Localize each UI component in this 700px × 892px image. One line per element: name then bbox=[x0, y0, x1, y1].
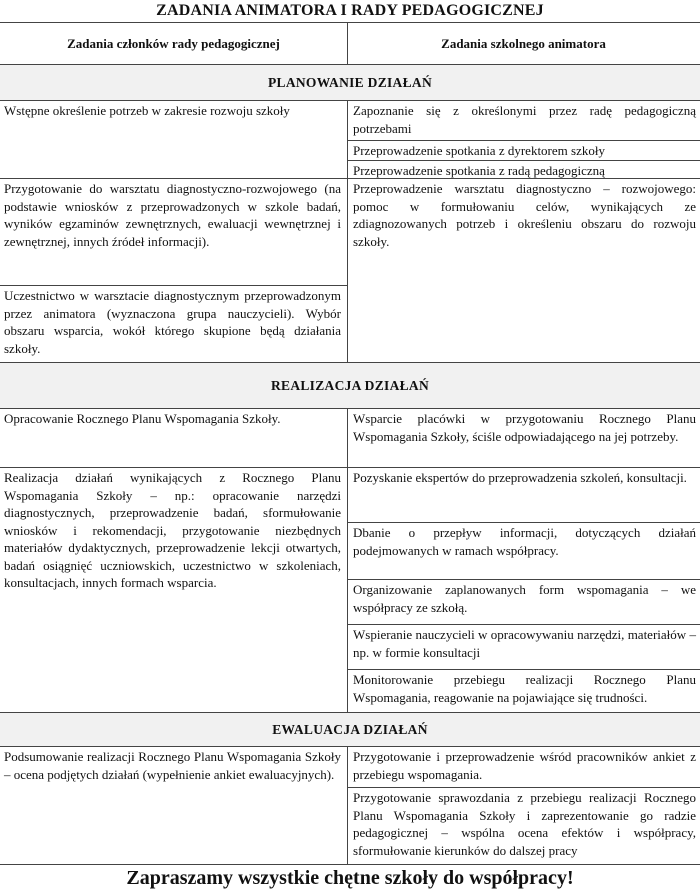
planning-animator-task-1: Zapoznanie się z określonymi przez radę pedagogiczną potrzebami bbox=[353, 103, 696, 136]
realization-animator-task-4: Organizowanie zaplanowanych form wspomagania – we współpracy ze szkołą. bbox=[353, 582, 696, 615]
planning-council-task-1: Wstępne określenie potrzeb w zakresie rozwoju szkoły bbox=[4, 103, 290, 118]
section-header-evaluation: EWALUACJA DZIAŁAŃ bbox=[0, 713, 700, 746]
column-divider bbox=[347, 22, 348, 64]
invitation-footer: Zapraszamy wszystkie chętne szkoły do współpracy! bbox=[126, 867, 574, 889]
column-header-animator: Zadania szkolnego animatora bbox=[441, 35, 606, 51]
evaluation-animator-task-1: Przygotowanie i przeprowadzenie wśród pracowników ankiet z przebiegu wspomagania. bbox=[353, 749, 696, 782]
realization-animator-task-3: Dbanie o przepływ informacji, dotyczących działań podejmowanych w ramach współpracy. bbox=[353, 525, 696, 558]
realization-council-task-1: Opracowanie Rocznego Planu Wspomagania Szkoły. bbox=[4, 411, 281, 426]
evaluation-council-task-1: Podsumowanie realizacji Rocznego Planu Wspomagania Szkoły – ocena podjętych działań (wypełnienie ankiet ewaluacyjnych). bbox=[4, 749, 341, 782]
realization-council-task-2: Realizacja działań wynikających z Rocznego Planu Wspomagania Szkoły – np.: opracowanie narzędzi diagnostycznych, przeprowadzenie badań, sformułowanie wniosków i rekomendacji, przygotowanie niezbędnych materiałów dydaktycznych, przeprowadzenie lekcji otwartych, badań osiągnięć uczniowskich, uczestnictwo w szkoleniach, konsultacjach, innych formach wsparcia. bbox=[4, 470, 341, 590]
planning-council-task-3: Uczestnictwo w warsztacie diagnostycznym przeprowadzonym przez animatora (wyznaczona grupa nauczycieli). Wybór obszaru wsparcia, wokół którego skupione będą działania szkoły. bbox=[4, 288, 341, 356]
realization-animator-task-6: Monitorowanie przebiegu realizacji Rocznego Planu Wspomagania, reagowanie na pojawiające się trudności. bbox=[353, 672, 696, 705]
section-header-planning: PLANOWANIE DZIAŁAŃ bbox=[0, 65, 700, 100]
planning-animator-task-2: Przeprowadzenie spotkania z dyrektorem szkoły bbox=[353, 143, 605, 158]
planning-animator-task-3: Przeprowadzenie spotkania z radą pedagogiczną bbox=[353, 163, 605, 178]
planning-animator-task-4: Przeprowadzenie warsztatu diagnostyczno – rozwojowego: pomoc w formułowaniu celów, wynikających ze zdiagnozowanych potrzeb i określeniu obszaru do rozwoju szkoły. bbox=[353, 181, 696, 249]
realization-animator-task-1: Wsparcie placówki w przygotowaniu Rocznego Planu Wspomagania Szkoły, ściśle odpowiadającego na jej potrzeby. bbox=[353, 411, 696, 444]
evaluation-animator-task-2: Przygotowanie sprawozdania z przebiegu realizacji Rocznego Planu Wspomagania Szkoły i zaprezentowanie go radzie pedagogicznej – wspólna ocena efektów i współpracy, sformułowanie kierunków do dalszej pracy bbox=[353, 790, 696, 858]
document-title: ZADANIA ANIMATORA I RADY PEDAGOGICZNEJ bbox=[156, 2, 544, 19]
section-header-realization: REALIZACJA DZIAŁAŃ bbox=[0, 363, 700, 408]
planning-council-task-2: Przygotowanie do warsztatu diagnostyczno-rozwojowego (na podstawie wniosków z przeprowadzonych w szkole badań, wyników egzaminów zewnętrznych, ewaluacji wewnętrznej i zewnętrznej, innych źródeł informacji). bbox=[4, 181, 341, 249]
column-header-council: Zadania członków rady pedagogicznej bbox=[67, 35, 280, 51]
realization-animator-task-5: Wspieranie nauczycieli w opracowywaniu narzędzi, materiałów – np. w formie konsultacji bbox=[353, 627, 696, 660]
realization-animator-task-2: Pozyskanie ekspertów do przeprowadzenia szkoleń, konsultacji. bbox=[353, 470, 687, 485]
